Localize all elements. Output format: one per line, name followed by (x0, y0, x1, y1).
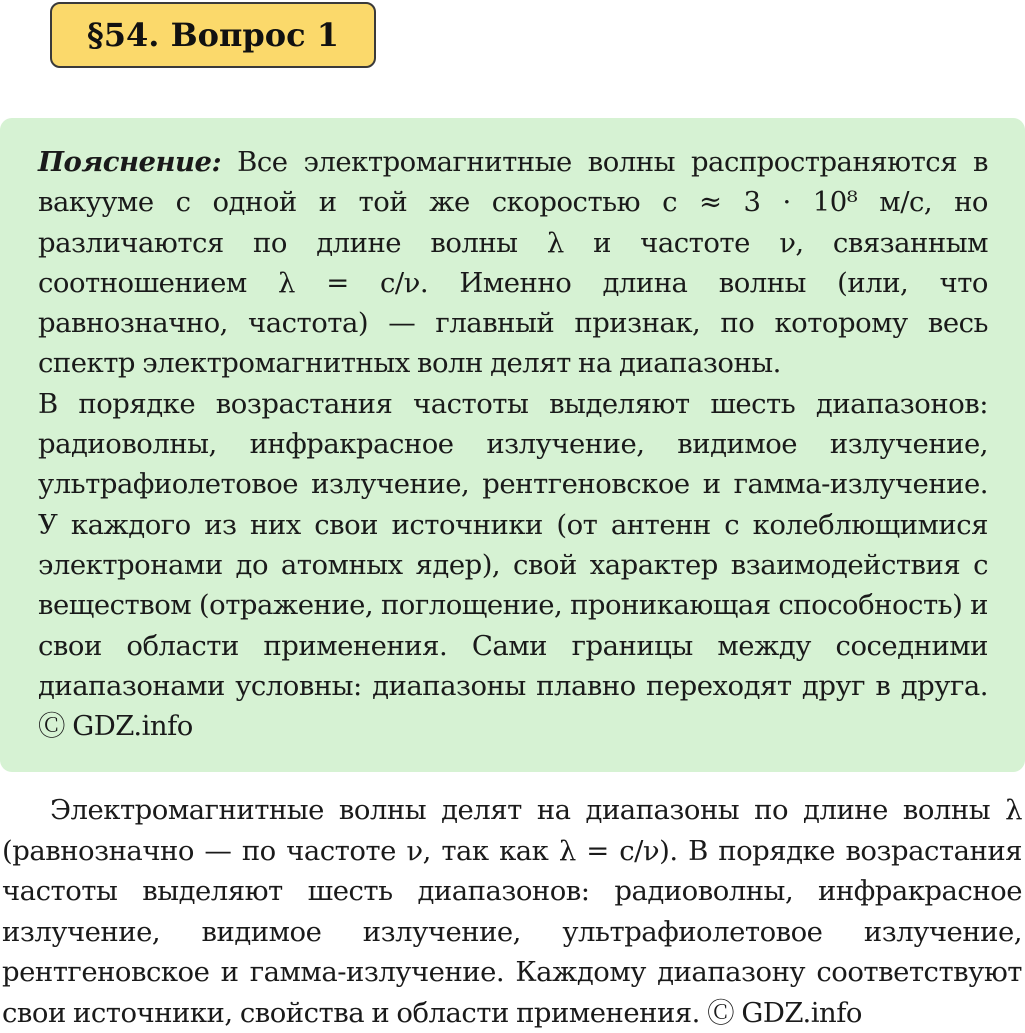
explanation-paragraph-2: В порядке возрастания частоты выделяют шесть диапазонов: радиоволны, инфракрасное излучение, видимое излучение, ультрафиолетовое излучение, рентгеновское и гамма-излучение. У каждого из них свои источники (от антенн с колеблющимися электронами до атомных ядер), свой характер взаимодействия с веществом (отражение, поглощение, проникающая способность) и свои области применения. Сами границы между соседними диапазонами условны: диапазоны плавно переходят друг в друга. Ⓒ GDZ.info (38, 387, 988, 743)
explanation-label: Пояснение: (38, 146, 222, 178)
section-title-box (50, 2, 376, 68)
explanation-body-1: Все электромагнитные волны распространяются в вакууме с одной и той же скоростью c ≈ 3 · 10⁸ м/с, но различаются по длине волны λ и частоте ν, связанным соотношением λ = c/ν. Именно длина волны (или, что равнозначно, частота) — главный признак, по которому весь спектр электромагнитных волн делят на диапазоны. (38, 146, 988, 380)
explanation-paragraph-1 (38, 142, 988, 384)
answer-text: Электромагнитные волны делят на диапазоны по длине волны λ (равнозначно — по частоте ν, так как λ = c/ν). В порядке возрастания частоты выделяют шесть диапазонов: радиоволны, инфракрасное излучение, видимое излучение, ультрафиолетовое излучение, рентгеновское и гамма-излучение. Каждому диапазону соответствуют свои источники, свойства и области применения. Ⓒ GDZ.info (2, 794, 1022, 1029)
explanation-text (38, 142, 988, 746)
section-title: §54. Вопрос 1 (87, 16, 339, 54)
